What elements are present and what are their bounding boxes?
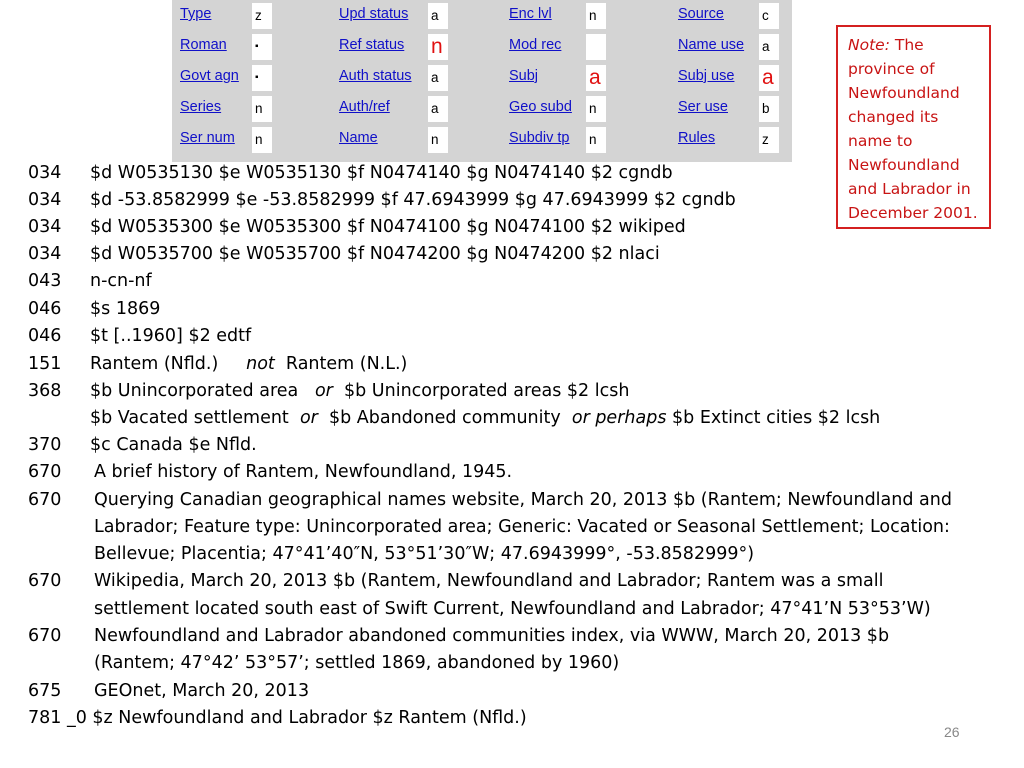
field-label-rules[interactable]: Rules [678, 130, 716, 146]
field-label-subj-use[interactable]: Subj use [678, 68, 735, 84]
field-tag: 368 [28, 381, 62, 401]
field-tag: 046 [28, 299, 62, 319]
field-label-name-use[interactable]: Name use [678, 37, 745, 53]
field-value-subdiv-tp[interactable]: n [586, 127, 606, 153]
field-label-source[interactable]: Source [678, 6, 724, 22]
field-tag: 043 [28, 271, 62, 291]
field-content: $d W0535130 $e W0535130 $f N0474140 $g N0474140 $2 cgndb [90, 163, 673, 183]
field-value-source[interactable]: c [759, 3, 779, 29]
conjunction-not: not [246, 354, 275, 374]
conjunction-or: or [299, 408, 318, 428]
field-content: settlement located south east of Swift Current, Newfoundland and Labrador; 47°41’N 53°53’W) [94, 599, 931, 619]
field-value-geo-subd[interactable]: n [586, 96, 606, 122]
field-label-govt-agn[interactable]: Govt agn [180, 68, 239, 84]
field-content: Labrador; Feature type: Unincorporated area; Generic: Vacated or Seasonal Settlement; Location: [94, 517, 950, 537]
field-value-subj[interactable]: a [586, 65, 606, 91]
field-content [90, 351, 407, 378]
field-tag: 675 [28, 681, 62, 701]
field-label-geo-subd[interactable]: Geo subd [509, 99, 572, 115]
field-value-roman[interactable]: ▪ [252, 34, 272, 60]
note-text: The province of Newfoundland changed its name to Newfoundland and Labrador in December 2001. [848, 36, 978, 222]
field-label-series[interactable]: Series [180, 99, 222, 115]
field-content: $d W0535700 $e W0535700 $f N0474200 $g N0474200 $2 nlaci [90, 244, 660, 264]
field-tag: 670 [28, 462, 62, 482]
field-content: A brief history of Rantem, Newfoundland, 1945. [94, 462, 513, 482]
field-value-ref-status[interactable]: n [428, 34, 448, 60]
heading-new: Rantem (N.L.) [285, 354, 408, 374]
field-value-mod-rec[interactable] [586, 34, 606, 60]
field-label-mod-rec[interactable]: Mod rec [509, 37, 562, 53]
field-value-govt-agn[interactable]: ▪ [252, 65, 272, 91]
field-label-auth-ref[interactable]: Auth/ref [339, 99, 390, 115]
field-content [90, 405, 880, 432]
conjunction-or-perhaps: or perhaps [571, 408, 667, 428]
option-text: $b Unincorporated areas $2 lcsh [344, 381, 630, 401]
option-text: $b Vacated settlement [90, 408, 289, 428]
field-value-auth-ref[interactable]: a [428, 96, 448, 122]
field-content: (Rantem; 47°42’ 53°57’; settled 1869, abandoned by 1960) [94, 653, 620, 673]
field-label-subdiv-tp[interactable]: Subdiv tp [509, 130, 570, 146]
option-text: $b Abandoned community [328, 408, 561, 428]
field-content: $c Canada $e Nfld. [90, 435, 257, 455]
field-content [90, 378, 629, 405]
field-value-name-use[interactable]: a [759, 34, 779, 60]
note-label: Note: [848, 36, 890, 54]
field-value-subj-use[interactable]: a [759, 65, 779, 91]
field-tag: 670 [28, 571, 62, 591]
field-content: $s 1869 [90, 299, 161, 319]
option-text: $b Extinct cities $2 lcsh [672, 408, 881, 428]
field-label-upd-status[interactable]: Upd status [339, 6, 409, 22]
field-value-name[interactable]: n [428, 127, 448, 153]
heading-old: Rantem (Nfld.) [90, 354, 219, 374]
field-label-ref-status[interactable]: Ref status [339, 37, 405, 53]
field-value-series[interactable]: n [252, 96, 272, 122]
field-content: Bellevue; Placentia; 47°41’40″N, 53°51’30″W; 47.6943999°, -53.8582999°) [94, 544, 755, 564]
field-value-rules[interactable]: z [759, 127, 779, 153]
field-content: n-cn-nf [90, 271, 152, 291]
field-label-enc-lvl[interactable]: Enc lvl [509, 6, 552, 22]
field-value-type[interactable]: z [252, 3, 272, 29]
field-content: GEOnet, March 20, 2013 [94, 681, 310, 701]
field-tag: 670 [28, 490, 62, 510]
field-tag: 034 [28, 163, 62, 183]
field-label-type[interactable]: Type [180, 6, 212, 22]
marc-field-781: 781 _0 $z Newfoundland and Labrador $z Rantem (Nfld.) [28, 708, 527, 728]
option-text: $b Unincorporated area [90, 381, 299, 401]
conjunction-or: or [314, 381, 333, 401]
field-label-ser-use[interactable]: Ser use [678, 99, 728, 115]
page-number: 26 [944, 724, 960, 740]
field-content: Wikipedia, March 20, 2013 $b (Rantem, Newfoundland and Labrador; Rantem was a small [94, 571, 884, 591]
field-label-auth-status[interactable]: Auth status [339, 68, 412, 84]
fixed-field-panel [172, 0, 792, 162]
field-value-upd-status[interactable]: a [428, 3, 448, 29]
field-value-ser-num[interactable]: n [252, 127, 272, 153]
field-content: Querying Canadian geographical names website, March 20, 2013 $b (Rantem; Newfoundland and [94, 490, 952, 510]
field-content: $d -53.8582999 $e -53.8582999 $f 47.6943999 $g 47.6943999 $2 cgndb [90, 190, 736, 210]
field-tag: 034 [28, 217, 62, 237]
field-content: $t [..1960] $2 edtf [90, 326, 252, 346]
field-content: Newfoundland and Labrador abandoned communities index, via WWW, March 20, 2013 $b [94, 626, 890, 646]
field-label-ser-num[interactable]: Ser num [180, 130, 235, 146]
field-label-subj[interactable]: Subj [509, 68, 539, 84]
field-tag: 370 [28, 435, 62, 455]
field-tag: 046 [28, 326, 62, 346]
note-box [836, 25, 991, 229]
field-value-enc-lvl[interactable]: n [586, 3, 606, 29]
field-label-roman[interactable]: Roman [180, 37, 227, 53]
field-value-ser-use[interactable]: b [759, 96, 779, 122]
field-tag: 034 [28, 244, 62, 264]
field-content: $d W0535300 $e W0535300 $f N0474100 $g N0474100 $2 wikiped [90, 217, 686, 237]
field-label-name[interactable]: Name [339, 130, 378, 146]
field-value-auth-status[interactable]: a [428, 65, 448, 91]
field-tag: 034 [28, 190, 62, 210]
field-tag: 670 [28, 626, 62, 646]
field-tag: 151 [28, 354, 62, 374]
